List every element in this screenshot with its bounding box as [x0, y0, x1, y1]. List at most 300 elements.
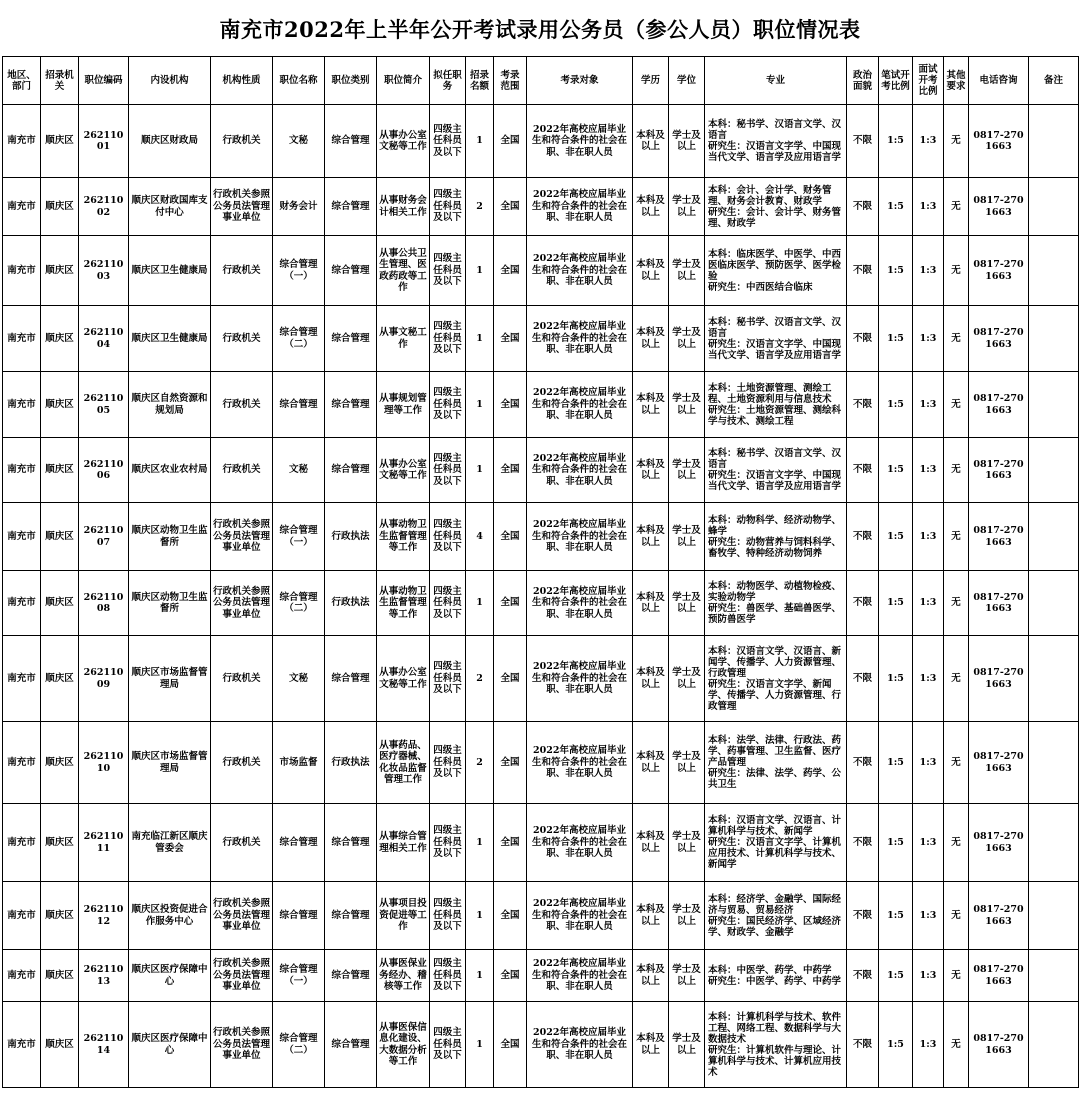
- table-cell: 行政机关: [211, 105, 273, 178]
- table-cell: 全国: [494, 950, 527, 1002]
- table-cell: 南充市: [3, 306, 41, 372]
- table-cell: 南充市: [3, 950, 41, 1002]
- table-cell: 2022年高校应届毕业生和符合条件的社会在职、非在职人员: [527, 722, 633, 804]
- table-cell: 本科及以上: [633, 372, 669, 438]
- table-cell: 1:3: [913, 571, 944, 636]
- table-cell: 不限: [847, 178, 879, 236]
- table-cell: [1029, 105, 1079, 178]
- table-cell: [1029, 636, 1079, 722]
- table-cell: 0817-2701663: [969, 950, 1029, 1002]
- table-cell: [1029, 236, 1079, 306]
- table-cell: 综合管理: [325, 178, 377, 236]
- table-cell: 不限: [847, 882, 879, 950]
- table-cell: 2022年高校应届毕业生和符合条件的社会在职、非在职人员: [527, 105, 633, 178]
- table-cell: 行政机关参照公务员法管理事业单位: [211, 882, 273, 950]
- table-row: [3, 105, 1079, 178]
- table-cell: 四级主任科员及以下: [430, 236, 466, 306]
- table-cell: 本科及以上: [633, 1002, 669, 1088]
- table-cell: 全国: [494, 882, 527, 950]
- table-cell: 无: [944, 306, 969, 372]
- table-row: [3, 571, 1079, 636]
- table-cell: 综合管理: [273, 882, 325, 950]
- header-cell: 学历: [633, 57, 669, 105]
- table-row: [3, 438, 1079, 503]
- table-cell: 2022年高校应届毕业生和符合条件的社会在职、非在职人员: [527, 438, 633, 503]
- table-cell: 本科及以上: [633, 571, 669, 636]
- header-cell: 学位: [669, 57, 705, 105]
- table-row: [3, 178, 1079, 236]
- table-row: [3, 372, 1079, 438]
- table-cell: 1:5: [879, 306, 913, 372]
- table-row: [3, 306, 1079, 372]
- table-cell: 本科及以上: [633, 306, 669, 372]
- table-cell: 26211010: [79, 722, 129, 804]
- table-cell: 南充市: [3, 105, 41, 178]
- table-cell: 从事动物卫生监督管理等工作: [377, 571, 430, 636]
- table-cell: 0817-2701663: [969, 722, 1029, 804]
- table-cell: 不限: [847, 105, 879, 178]
- table-cell: 1: [466, 882, 494, 950]
- table-cell: 南充市: [3, 372, 41, 438]
- table-cell: 南充市: [3, 804, 41, 882]
- table-cell: 26211013: [79, 950, 129, 1002]
- table-cell: 综合管理（一）: [273, 236, 325, 306]
- table-cell: 不限: [847, 722, 879, 804]
- table-cell: 2: [466, 178, 494, 236]
- table-cell: 顺庆区农业农村局: [129, 438, 211, 503]
- table-cell: 学士及以上: [669, 178, 705, 236]
- table-cell: 0817-2701663: [969, 1002, 1029, 1088]
- table-cell: 不限: [847, 306, 879, 372]
- table-cell: 行政机关参照公务员法管理事业单位: [211, 950, 273, 1002]
- table-cell: 学士及以上: [669, 950, 705, 1002]
- header-cell: 地区、部门: [3, 57, 41, 105]
- table-cell: 无: [944, 950, 969, 1002]
- table-cell: 南充市: [3, 438, 41, 503]
- table-cell: 四级主任科员及以下: [430, 372, 466, 438]
- header-cell: 面试开考比例: [913, 57, 944, 105]
- table-cell: 2022年高校应届毕业生和符合条件的社会在职、非在职人员: [527, 950, 633, 1002]
- table-cell: 综合管理（一）: [273, 503, 325, 571]
- table-cell: 行政机关: [211, 722, 273, 804]
- table-cell: 1: [466, 1002, 494, 1088]
- table-cell: 全国: [494, 236, 527, 306]
- table-cell: [1029, 722, 1079, 804]
- table-cell: 1:5: [879, 571, 913, 636]
- table-cell: 南充市: [3, 882, 41, 950]
- table-cell: 南充市: [3, 722, 41, 804]
- table-cell: 全国: [494, 804, 527, 882]
- table-cell: 四级主任科员及以下: [430, 722, 466, 804]
- table-cell: 无: [944, 1002, 969, 1088]
- table-cell: 1:3: [913, 503, 944, 571]
- table-cell: 无: [944, 372, 969, 438]
- table-cell: 顺庆区: [41, 571, 79, 636]
- table-cell: 行政机关: [211, 804, 273, 882]
- table-cell: 26211011: [79, 804, 129, 882]
- table-cell: 综合管理: [325, 882, 377, 950]
- table-cell: 0817-2701663: [969, 571, 1029, 636]
- table-cell: 南充市: [3, 178, 41, 236]
- table-cell: 学士及以上: [669, 804, 705, 882]
- table-cell: [1029, 882, 1079, 950]
- table-cell: 本科：计算机科学与技术、软件工程、网络工程、数据科学与大数据技术 研究生：计算机软件与理论、计算机科学与技术、计算机应用技术: [705, 1002, 847, 1088]
- table-cell: 本科：汉语言文学、汉语言、新闻学、传播学、人力资源管理、行政管理 研究生：汉语言文字学、新闻学、传播学、人力资源管理、行政管理: [705, 636, 847, 722]
- table-cell: 无: [944, 882, 969, 950]
- table-cell: 26211007: [79, 503, 129, 571]
- header-cell: 考录范围: [494, 57, 527, 105]
- table-cell: 2022年高校应届毕业生和符合条件的社会在职、非在职人员: [527, 306, 633, 372]
- table-cell: 全国: [494, 372, 527, 438]
- table-cell: 财务会计: [273, 178, 325, 236]
- table-cell: 行政机关: [211, 438, 273, 503]
- table-cell: 本科及以上: [633, 722, 669, 804]
- table-cell: 本科：法学、法律、行政法、药学、药事管理、卫生监督、医疗产品管理 研究生：法律、法学、药学、公共卫生: [705, 722, 847, 804]
- header-cell: 职位简介: [377, 57, 430, 105]
- table-cell: 2022年高校应届毕业生和符合条件的社会在职、非在职人员: [527, 372, 633, 438]
- table-cell: 四级主任科员及以下: [430, 503, 466, 571]
- table-cell: 顺庆区: [41, 438, 79, 503]
- table-cell: 四级主任科员及以下: [430, 636, 466, 722]
- table-cell: 顺庆区: [41, 372, 79, 438]
- table-cell: 行政机关: [211, 636, 273, 722]
- table-cell: 从事公共卫生管理、医政药政等工作: [377, 236, 430, 306]
- table-cell: 不限: [847, 571, 879, 636]
- table-cell: 0817-2701663: [969, 306, 1029, 372]
- table-cell: 26211004: [79, 306, 129, 372]
- header-cell: 职位类别: [325, 57, 377, 105]
- table-cell: 本科及以上: [633, 950, 669, 1002]
- table-cell: 顺庆区自然资源和规划局: [129, 372, 211, 438]
- table-row: [3, 950, 1079, 1002]
- table-cell: 从事医保信息化建设、大数据分析等工作: [377, 1002, 430, 1088]
- table-cell: 2022年高校应届毕业生和符合条件的社会在职、非在职人员: [527, 636, 633, 722]
- table-cell: 不限: [847, 950, 879, 1002]
- table-cell: 四级主任科员及以下: [430, 882, 466, 950]
- table-cell: 1:5: [879, 950, 913, 1002]
- table-cell: 1:3: [913, 178, 944, 236]
- table-cell: 从事项目投资促进等工作: [377, 882, 430, 950]
- table-cell: 四级主任科员及以下: [430, 1002, 466, 1088]
- table-cell: 顺庆区: [41, 1002, 79, 1088]
- table-cell: 1:3: [913, 804, 944, 882]
- table-row: [3, 882, 1079, 950]
- table-cell: 1: [466, 804, 494, 882]
- table-cell: 1:3: [913, 105, 944, 178]
- table-cell: 1: [466, 571, 494, 636]
- table-row: [3, 503, 1079, 571]
- table-cell: [1029, 438, 1079, 503]
- table-cell: 顺庆区: [41, 178, 79, 236]
- table-cell: 顺庆区: [41, 722, 79, 804]
- table-cell: 1:3: [913, 636, 944, 722]
- table-cell: 市场监督: [273, 722, 325, 804]
- table-cell: 从事办公室文秘等工作: [377, 105, 430, 178]
- table-cell: 南充市: [3, 503, 41, 571]
- header-row: [3, 57, 1079, 105]
- table-cell: 26211001: [79, 105, 129, 178]
- table-cell: 本科：会计、会计学、财务管理、财务会计教育、财政学 研究生：会计、会计学、财务管理、财政学: [705, 178, 847, 236]
- table-cell: 本科：动物医学、动植物检疫、实验动物学 研究生：兽医学、基础兽医学、预防兽医学: [705, 571, 847, 636]
- table-cell: 综合管理: [325, 950, 377, 1002]
- table-cell: 综合管理（二）: [273, 571, 325, 636]
- table-cell: 顺庆区: [41, 306, 79, 372]
- table-cell: 四级主任科员及以下: [430, 950, 466, 1002]
- table-cell: 2022年高校应届毕业生和符合条件的社会在职、非在职人员: [527, 804, 633, 882]
- table-cell: 26211003: [79, 236, 129, 306]
- table-cell: 顺庆区市场监督管理局: [129, 722, 211, 804]
- table-cell: 顺庆区: [41, 804, 79, 882]
- table-cell: 无: [944, 571, 969, 636]
- table-cell: 2022年高校应届毕业生和符合条件的社会在职、非在职人员: [527, 503, 633, 571]
- table-cell: 顺庆区投资促进合作服务中心: [129, 882, 211, 950]
- table-cell: 0817-2701663: [969, 804, 1029, 882]
- table-cell: 综合管理: [325, 804, 377, 882]
- table-cell: 全国: [494, 503, 527, 571]
- table-cell: 南充市: [3, 636, 41, 722]
- table-cell: 顺庆区动物卫生监督所: [129, 503, 211, 571]
- table-cell: 综合管理: [325, 636, 377, 722]
- table-cell: 不限: [847, 804, 879, 882]
- table-cell: 1: [466, 105, 494, 178]
- table-row: [3, 636, 1079, 722]
- table-cell: 不限: [847, 372, 879, 438]
- table-cell: 本科及以上: [633, 636, 669, 722]
- table-cell: 学士及以上: [669, 571, 705, 636]
- table-cell: 本科：动物科学、经济动物学、蜂学 研究生：动物营养与饲料科学、畜牧学、特种经济动物饲养: [705, 503, 847, 571]
- table-cell: 1: [466, 306, 494, 372]
- table-cell: 1:5: [879, 1002, 913, 1088]
- table-cell: 不限: [847, 1002, 879, 1088]
- table-cell: 全国: [494, 105, 527, 178]
- table-cell: 不限: [847, 503, 879, 571]
- table-cell: 本科及以上: [633, 503, 669, 571]
- table-cell: 顺庆区: [41, 236, 79, 306]
- table-cell: 行政执法: [325, 722, 377, 804]
- table-cell: 行政机关参照公务员法管理事业单位: [211, 178, 273, 236]
- table-cell: 全国: [494, 1002, 527, 1088]
- table-cell: 学士及以上: [669, 636, 705, 722]
- header-cell: 招录机关: [41, 57, 79, 105]
- header-cell: 其他要求: [944, 57, 969, 105]
- header-cell: 笔试开考比例: [879, 57, 913, 105]
- table-cell: 全国: [494, 178, 527, 236]
- table-cell: 学士及以上: [669, 503, 705, 571]
- table-cell: 学士及以上: [669, 236, 705, 306]
- table-cell: 顺庆区动物卫生监督所: [129, 571, 211, 636]
- table-cell: 从事文秘工作: [377, 306, 430, 372]
- table-cell: 1:3: [913, 372, 944, 438]
- table-cell: 南充临江新区顺庆管委会: [129, 804, 211, 882]
- table-cell: 4: [466, 503, 494, 571]
- table-cell: 1:5: [879, 882, 913, 950]
- table-cell: 行政机关: [211, 306, 273, 372]
- table-cell: 综合管理（二）: [273, 1002, 325, 1088]
- table-cell: 0817-2701663: [969, 882, 1029, 950]
- table-cell: 南充市: [3, 1002, 41, 1088]
- table-cell: 本科及以上: [633, 804, 669, 882]
- header-cell: 拟任职务: [430, 57, 466, 105]
- table-cell: 综合管理（一）: [273, 950, 325, 1002]
- header-cell: 机构性质: [211, 57, 273, 105]
- table-cell: 1:3: [913, 438, 944, 503]
- table-cell: 26211008: [79, 571, 129, 636]
- table-cell: 综合管理（二）: [273, 306, 325, 372]
- table-cell: 无: [944, 178, 969, 236]
- table-cell: 2022年高校应届毕业生和符合条件的社会在职、非在职人员: [527, 571, 633, 636]
- table-cell: 行政机关参照公务员法管理事业单位: [211, 503, 273, 571]
- table-cell: 行政机关: [211, 236, 273, 306]
- table-cell: 1:5: [879, 372, 913, 438]
- table-cell: 1:3: [913, 882, 944, 950]
- header-cell: 政治面貌: [847, 57, 879, 105]
- table-cell: 0817-2701663: [969, 178, 1029, 236]
- table-cell: 四级主任科员及以下: [430, 178, 466, 236]
- table-cell: 学士及以上: [669, 1002, 705, 1088]
- table-cell: 全国: [494, 636, 527, 722]
- table-cell: 1:5: [879, 722, 913, 804]
- table-cell: 行政机关参照公务员法管理事业单位: [211, 1002, 273, 1088]
- table-cell: 0817-2701663: [969, 438, 1029, 503]
- header-cell: 内设机构: [129, 57, 211, 105]
- table-cell: 四级主任科员及以下: [430, 571, 466, 636]
- table-cell: 0817-2701663: [969, 236, 1029, 306]
- table-cell: 本科及以上: [633, 105, 669, 178]
- table-cell: [1029, 804, 1079, 882]
- table-cell: 2: [466, 636, 494, 722]
- table-cell: 26211012: [79, 882, 129, 950]
- header-cell: 专业: [705, 57, 847, 105]
- table-cell: 综合管理: [325, 372, 377, 438]
- table-cell: 全国: [494, 306, 527, 372]
- table-cell: 1:5: [879, 438, 913, 503]
- table-cell: 无: [944, 636, 969, 722]
- table-cell: [1029, 571, 1079, 636]
- table-cell: 本科及以上: [633, 882, 669, 950]
- table-cell: 文秘: [273, 105, 325, 178]
- table-cell: 1: [466, 372, 494, 438]
- header-cell: 考录对象: [527, 57, 633, 105]
- table-cell: 南充市: [3, 236, 41, 306]
- header-cell: 招录名额: [466, 57, 494, 105]
- table-cell: 26211002: [79, 178, 129, 236]
- table-cell: 四级主任科员及以下: [430, 804, 466, 882]
- table-cell: 顺庆区: [41, 636, 79, 722]
- table-cell: 本科：临床医学、中医学、中西医临床医学、预防医学、医学检验 研究生：中西医结合临床: [705, 236, 847, 306]
- table-cell: 从事医保业务经办、稽核等工作: [377, 950, 430, 1002]
- table-cell: 2022年高校应届毕业生和符合条件的社会在职、非在职人员: [527, 236, 633, 306]
- table-cell: [1029, 306, 1079, 372]
- table-cell: 本科：中医学、药学、中药学 研究生：中医学、药学、中药学: [705, 950, 847, 1002]
- table-cell: 顺庆区市场监督管理局: [129, 636, 211, 722]
- table-cell: 从事药品、医疗器械、化妆品监督管理工作: [377, 722, 430, 804]
- page-title: 南充市2022年上半年公开考试录用公务员（参公人员）职位情况表: [219, 17, 861, 42]
- table-cell: 1: [466, 438, 494, 503]
- table-cell: 0817-2701663: [969, 105, 1029, 178]
- table-cell: 四级主任科员及以下: [430, 105, 466, 178]
- table-cell: 综合管理: [273, 372, 325, 438]
- table-cell: 1:3: [913, 722, 944, 804]
- table-cell: [1029, 950, 1079, 1002]
- table-cell: 行政机关: [211, 372, 273, 438]
- table-cell: 综合管理: [325, 438, 377, 503]
- table-cell: 综合管理: [273, 804, 325, 882]
- table-cell: 学士及以上: [669, 882, 705, 950]
- table-cell: 本科：秘书学、汉语言文学、汉语言 研究生：汉语言文字学、中国现当代文学、语言学及应用语言学: [705, 438, 847, 503]
- table-cell: 1:5: [879, 236, 913, 306]
- table-cell: 从事综合管理相关工作: [377, 804, 430, 882]
- table-cell: 2022年高校应届毕业生和符合条件的社会在职、非在职人员: [527, 882, 633, 950]
- table-cell: 无: [944, 438, 969, 503]
- header-cell: 备注: [1029, 57, 1079, 105]
- table-cell: 1: [466, 236, 494, 306]
- table-cell: 本科：秘书学、汉语言文学、汉语言 研究生：汉语言文字学、中国现当代文学、语言学及应用语言学: [705, 306, 847, 372]
- table-cell: 南充市: [3, 571, 41, 636]
- table-cell: 全国: [494, 571, 527, 636]
- table-cell: 0817-2701663: [969, 503, 1029, 571]
- table-cell: 综合管理: [325, 306, 377, 372]
- table-row: [3, 804, 1079, 882]
- table-cell: [1029, 178, 1079, 236]
- table-cell: 文秘: [273, 636, 325, 722]
- table-cell: 全国: [494, 438, 527, 503]
- table-cell: 26211009: [79, 636, 129, 722]
- table-cell: 学士及以上: [669, 306, 705, 372]
- table-cell: 顺庆区卫生健康局: [129, 236, 211, 306]
- table-cell: 1:3: [913, 236, 944, 306]
- table-cell: 26211006: [79, 438, 129, 503]
- table-cell: 学士及以上: [669, 722, 705, 804]
- table-cell: 综合管理: [325, 105, 377, 178]
- table-cell: 四级主任科员及以下: [430, 306, 466, 372]
- table-cell: 顺庆区财政国库支付中心: [129, 178, 211, 236]
- table-cell: 综合管理: [325, 236, 377, 306]
- table-cell: 1:5: [879, 804, 913, 882]
- header-cell: 职位编码: [79, 57, 129, 105]
- table-cell: 不限: [847, 236, 879, 306]
- table-cell: 1:3: [913, 950, 944, 1002]
- table-cell: 不限: [847, 438, 879, 503]
- header-cell: 职位名称: [273, 57, 325, 105]
- table-cell: 从事动物卫生监督管理等工作: [377, 503, 430, 571]
- table-cell: 1:5: [879, 636, 913, 722]
- table-cell: 从事规划管理等工作: [377, 372, 430, 438]
- table-cell: 无: [944, 722, 969, 804]
- table-cell: 顺庆区: [41, 882, 79, 950]
- table-cell: 无: [944, 236, 969, 306]
- table-cell: [1029, 372, 1079, 438]
- table-cell: 1:5: [879, 178, 913, 236]
- table-cell: 本科：土地资源管理、测绘工程、土地资源利用与信息技术 研究生：土地资源管理、测绘科学与技术、测绘工程: [705, 372, 847, 438]
- table-cell: 学士及以上: [669, 105, 705, 178]
- table-cell: 本科：秘书学、汉语言文学、汉语言 研究生：汉语言文字学、中国现当代文学、语言学及应用语言学: [705, 105, 847, 178]
- table-cell: [1029, 503, 1079, 571]
- table-cell: 本科：汉语言文学、汉语言、计算机科学与技术、新闻学 研究生：汉语言文字学、计算机应用技术、计算机科学与技术、新闻学: [705, 804, 847, 882]
- table-cell: 0817-2701663: [969, 372, 1029, 438]
- table-cell: 顺庆区财政局: [129, 105, 211, 178]
- table-cell: 2022年高校应届毕业生和符合条件的社会在职、非在职人员: [527, 178, 633, 236]
- table-cell: 1:5: [879, 503, 913, 571]
- table-cell: 从事办公室文秘等工作: [377, 636, 430, 722]
- table-cell: 顺庆区: [41, 950, 79, 1002]
- table-cell: 全国: [494, 722, 527, 804]
- table-cell: 1: [466, 950, 494, 1002]
- table-cell: 顺庆区: [41, 105, 79, 178]
- table-cell: 1:5: [879, 105, 913, 178]
- table-cell: 1:3: [913, 306, 944, 372]
- table-cell: 本科：经济学、金融学、国际经济与贸易、贸易经济 研究生：国民经济学、区域经济学、财政学、金融学: [705, 882, 847, 950]
- table-cell: 不限: [847, 636, 879, 722]
